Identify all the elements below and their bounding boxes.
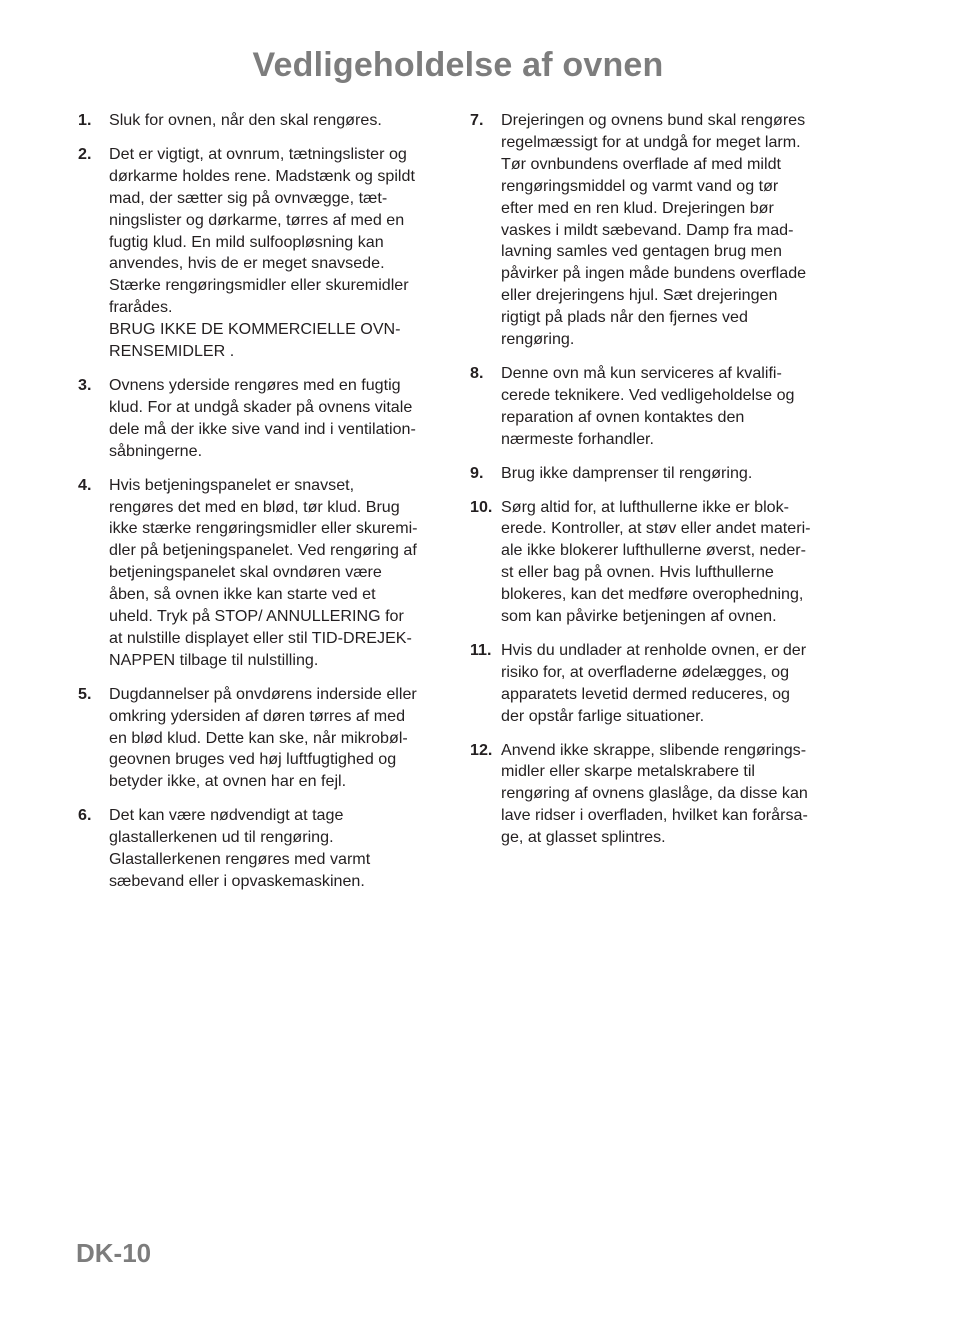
item-number: 7. <box>470 111 484 129</box>
item-text: Brug ikke damprenser til rengøring. <box>501 463 753 482</box>
item-number: 8. <box>470 363 484 382</box>
list-item <box>470 497 844 628</box>
instructions-left-column <box>78 110 450 905</box>
item-text: Denne ovn må kun serviceres af kvalifi- cerede teknikere. Ved vedligeholdelse og reparation af ovnen kontaktes den nærmeste forhandler. <box>501 363 795 448</box>
item-text: Det kan være nødvendigt at tage glastallerkenen ud til rengøring. Glastallerkenen rengøres med varmt sæbevand eller i opvaskemaskinen. <box>109 806 371 890</box>
item-number: 11. <box>470 640 492 659</box>
page-title: Vedligeholdelse af ovnen <box>252 46 664 84</box>
list-item <box>470 640 844 728</box>
item-text: Anvend ikke skrappe, slibende rengørings- midler eller skarpe metalskrabere til rengøring af ovnens glaslåge, da disse kan lave ridser i overfladen, hvilket kan forårsa- ge, at glasset splintres. <box>501 740 808 847</box>
item-number: 2. <box>78 144 92 163</box>
list-item <box>470 110 844 351</box>
item-text: Sluk for ovnen, når den skal rengøres. <box>109 111 382 129</box>
item-number: 4. <box>78 475 92 494</box>
item-text: Drejeringen og ovnens bund skal rengøres regelmæssigt for at undgå for meget larm. Tør ovnbundens overflade af med mildt rengøringsmiddel og varmt vand og tør efter med en ren klud. Drejeringen bør vaskes i mildt sæbevand. Damp fra mad- lavning samles ved gentagen brug men påvirker på ingen måde bundens overflade eller drejeringens hjul. Sæt drejeringen rigtigt på plads når den fjernes ved rengøring. <box>501 111 807 349</box>
item-number: 12. <box>470 740 493 759</box>
list-item <box>78 110 450 132</box>
item-number: 9. <box>470 463 484 482</box>
item-text: Det er vigtigt, at ovnrum, tætningslister og dørkarme holdes rene. Madstænk og spildt mad, der sætter sig på ovnvægge, tæt- ningslister og dørkarme, tørres af med en fugtig klud. En mild sulfoopløsning kan anvendes, hvis de er meget snavsede. Stærke rengøringsmidler eller skuremidler frarådes. BRUG IKKE DE KOMMERCIELLE OVN- RENSEMIDLER . <box>109 144 415 361</box>
item-number: 3. <box>78 375 92 394</box>
list-item <box>470 740 844 850</box>
page-number: DK-10 <box>76 1238 152 1268</box>
list-item <box>78 144 450 363</box>
list-item <box>78 684 450 794</box>
item-text: Sørg altid for, at lufthullerne ikke er blok- erede. Kontroller, at støv eller andet materi- ale ikke blokerer lufthullerne øverst, neder- st eller bag på ovnen. Hvis lufthullerne blokeres, kan det medføre overophedning, som kan påvirke betjeningen af ovnen. <box>501 497 811 626</box>
list-item <box>78 375 450 463</box>
item-text: Ovnens yderside rengøres med en fugtig klud. For at undgå skader på ovnens vitale dele må der ikke sive vand ind i ventilation- såbningerne. <box>109 375 416 460</box>
list-item <box>470 363 844 451</box>
item-text: Hvis du undlader at renholde ovnen, er der risiko for, at overfladerne ødelægges, og apparatets levetid dermed reduceres, og der opstår farlige situationer. <box>501 640 807 725</box>
item-number: 1. <box>78 111 92 129</box>
item-text: Dugdannelser på onvdørens inderside eller omkring ydersiden af døren tørres af med en blød klud. Dette kan ske, når mikrobøl- geovnen bruges ved høj luftfugtighed og betyder ikke, at ovnen har en fejl. <box>109 684 417 791</box>
list-item <box>78 475 450 672</box>
item-text: Hvis betjeningspanelet er snavset, rengøres det med en blød, tør klud. Brug ikke stærke rengøringsmidler eller skuremi- dler på betjeningspanelet. Ved rengøring af betjeningspanelet skal ovndøren være åben, så ovnen ikke kan starte ved et uheld. Tryk på STOP/ ANNULLERING for at nulstille displayet eller stil TID-DREJEK- NAPPEN tilbage til nulstilling. <box>109 475 418 669</box>
list-item <box>78 805 450 893</box>
item-number: 10. <box>470 497 493 516</box>
instructions-right-column <box>470 110 844 861</box>
item-number: 5. <box>78 684 92 703</box>
item-number: 6. <box>78 806 92 825</box>
list-item <box>470 463 844 485</box>
